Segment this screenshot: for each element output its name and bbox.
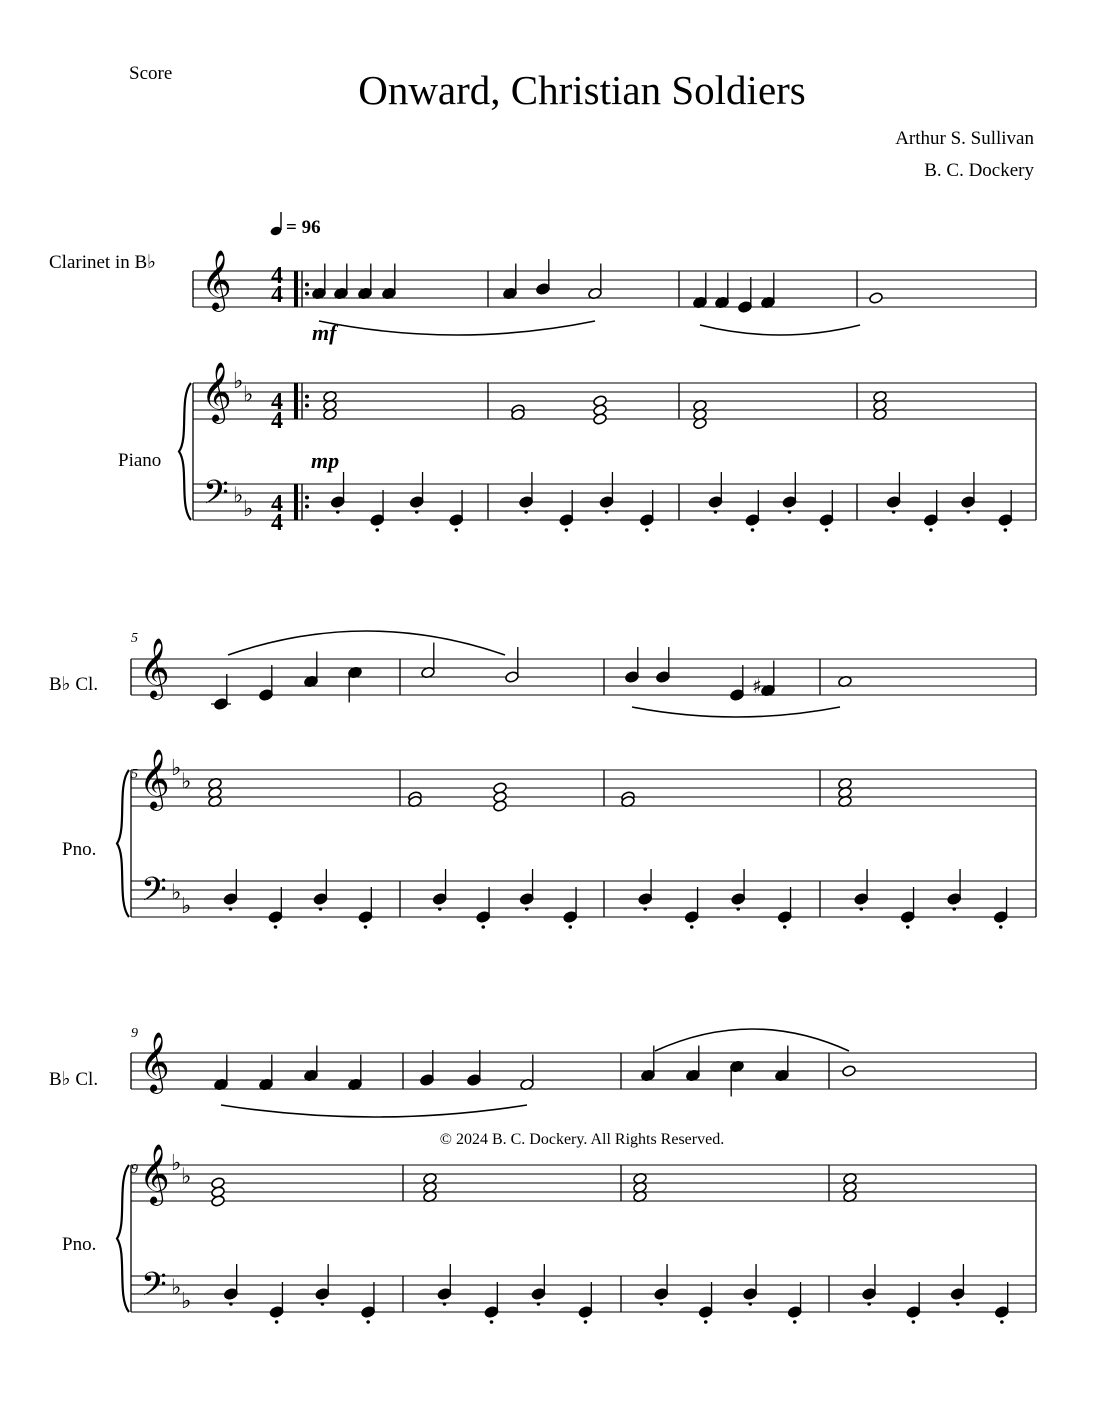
note [947,893,962,906]
composer: Arthur S. Sullivan [895,128,1034,149]
staccato-dot [415,510,419,514]
staccato-dot [375,528,379,532]
note [886,496,901,509]
repeat-dot [305,496,309,500]
staccato-dot [443,1302,447,1306]
staccato-dot [966,510,970,514]
clarinet-short-label-3: B♭ Cl. [49,1069,99,1090]
staccato-dot [525,907,529,911]
slur [319,321,595,335]
flat-icon: ♭ [181,769,192,795]
staccato-dot [859,907,863,911]
note [269,1306,284,1319]
note [656,671,671,684]
note [862,1288,877,1301]
note [211,1195,226,1208]
treble-clef-icon: 𝄞 [201,250,232,310]
note [505,671,520,684]
note [950,1288,965,1301]
note [731,893,746,906]
note [370,514,385,527]
measure-number: 9 [131,1162,138,1177]
note [698,1306,713,1319]
note [599,496,614,509]
staccato-dot [1000,1320,1004,1324]
staccato-dot [584,1320,588,1324]
staccato-dot [867,1302,871,1306]
tempo-text: = 96 [286,217,321,238]
staccato-dot [659,1302,663,1306]
copyright-footer: © 2024 B. C. Dockery. All Rights Reserved. [439,1131,725,1148]
staccato-dot [825,528,829,532]
sharp-icon: ♯ [752,674,762,698]
staccato-dot [321,1302,325,1306]
repeat-dot [305,395,309,399]
score-label: Score [129,63,173,84]
staccato-dot [912,1320,916,1324]
flat-icon: ♭ [181,1289,192,1314]
note [854,893,869,906]
bass-clef-icon: 𝄢 [141,871,167,917]
note [330,496,345,509]
staccato-dot [714,510,718,514]
note [409,496,424,509]
note [995,1306,1010,1319]
staccato-dot [438,907,442,911]
staves [117,250,1036,1314]
note [268,911,283,924]
measure-number: 5 [131,631,138,646]
staccato-dot [454,528,458,532]
piano-label: Piano [118,450,162,471]
note [358,911,373,924]
staccato-dot [565,528,569,532]
measure-number: 5 [131,767,138,782]
note [420,1074,435,1087]
flat-icon: ♭ [171,1275,182,1301]
staccato-dot [793,1320,797,1324]
treble-clef-icon: 𝄞 [201,362,232,422]
staccato-dot [704,1320,708,1324]
flat-icon: ♭ [243,382,254,408]
note [684,911,699,924]
bass-clef-icon: 𝄢 [141,1266,167,1312]
note [777,911,792,924]
staccato-dot [748,1302,752,1306]
note [993,911,1008,924]
svg-text:4: 4 [271,263,283,289]
staccato-dot [537,1302,541,1306]
treble-clef-icon: 𝄞 [139,1144,170,1204]
staccato-dot [568,925,572,929]
note [315,1288,330,1301]
staccato-dot [524,510,528,514]
treble-clef-icon: 𝄞 [139,749,170,809]
staccato-dot [952,907,956,911]
tempo-marking [269,212,320,238]
arranger: B. C. Dockery [924,160,1034,181]
note [536,283,551,296]
staccato-dot [364,925,368,929]
note [924,514,939,527]
staccato-dot [751,528,755,532]
note [730,689,745,702]
staccato-dot [319,907,323,911]
note [782,496,797,509]
note [563,911,578,924]
note [787,1306,802,1319]
staccato-dot [956,1302,960,1306]
brace-icon [117,1165,129,1312]
note [484,1306,499,1319]
repeat-dot [305,283,309,287]
note [625,671,640,684]
flat-icon: ♭ [181,1164,192,1190]
staccato-dot [605,510,609,514]
note [437,1288,452,1301]
staccato-dot [999,925,1003,929]
staccato-dot [690,925,694,929]
svg-text:4: 4 [271,510,283,536]
note [708,496,723,509]
note [476,911,491,924]
slur [632,707,840,717]
note [869,292,884,305]
measure-number: 9 [131,1026,138,1041]
piano-short-label-2: Pno. [62,839,97,860]
flat-icon: ♭ [171,880,182,906]
note [313,893,328,906]
clarinet-short-label-2: B♭ Cl. [49,674,99,695]
note [961,496,976,509]
treble-clef-icon: 𝄞 [139,638,170,698]
note [900,911,915,924]
staccato-dot [892,510,896,514]
repeat-dot [305,404,309,408]
note [743,1288,758,1301]
note [819,514,834,527]
staccato-dot [1004,528,1008,532]
note [640,514,655,527]
bass-clef-icon: 𝄢 [203,474,229,520]
clarinet-label: Clarinet in B♭ [49,252,157,273]
staccato-dot [229,907,233,911]
note [259,689,274,702]
note [432,893,447,906]
repeat-dot [305,505,309,509]
note [223,893,238,906]
note [224,1288,239,1301]
note [593,413,608,426]
staccato-dot [929,528,933,532]
svg-text:4: 4 [271,389,283,415]
svg-text:4: 4 [271,491,283,517]
note [519,893,534,906]
brace-icon [179,383,191,520]
note [738,301,753,314]
flat-icon: ♭ [243,497,254,522]
staccato-dot [336,510,340,514]
note [638,893,653,906]
treble-clef-icon: 𝄞 [139,1032,170,1092]
flat-icon: ♭ [181,894,192,919]
staccato-dot [736,907,740,911]
note [578,1306,593,1319]
note [467,1074,482,1087]
dynamic-marking: mp [311,448,340,473]
note [842,1065,857,1078]
note [559,514,574,527]
note [493,800,508,813]
staccato-dot [490,1320,494,1324]
flat-icon: ♭ [233,483,244,509]
svg-text:4: 4 [271,282,283,308]
page-title: Onward, Christian Soldiers [358,67,806,113]
note [745,514,760,527]
repeat-dot [305,292,309,296]
note [906,1306,921,1319]
note [519,496,534,509]
svg-text:4: 4 [271,408,283,434]
slur [655,1029,849,1051]
slur [700,325,860,335]
piano-short-label-3: Pno. [62,1234,97,1255]
slur [228,631,505,655]
staccato-dot [645,528,649,532]
flat-icon: ♭ [171,1151,182,1176]
note [654,1288,669,1301]
staccato-dot [788,510,792,514]
staccato-dot [906,925,910,929]
flat-icon: ♭ [171,756,182,781]
staccato-dot [366,1320,370,1324]
staccato-dot [643,907,647,911]
staccato-dot [274,925,278,929]
brace-icon [117,770,129,917]
slur [221,1105,527,1117]
note [361,1306,376,1319]
staccato-dot [275,1320,279,1324]
note [449,514,464,527]
dynamic-marking: mf [312,320,337,345]
staccato-dot [481,925,485,929]
staccato-dot [229,1302,233,1306]
staccato-dot [783,925,787,929]
flat-icon: ♭ [233,369,244,394]
note [531,1288,546,1301]
time-signature [271,263,283,536]
note [998,514,1013,527]
